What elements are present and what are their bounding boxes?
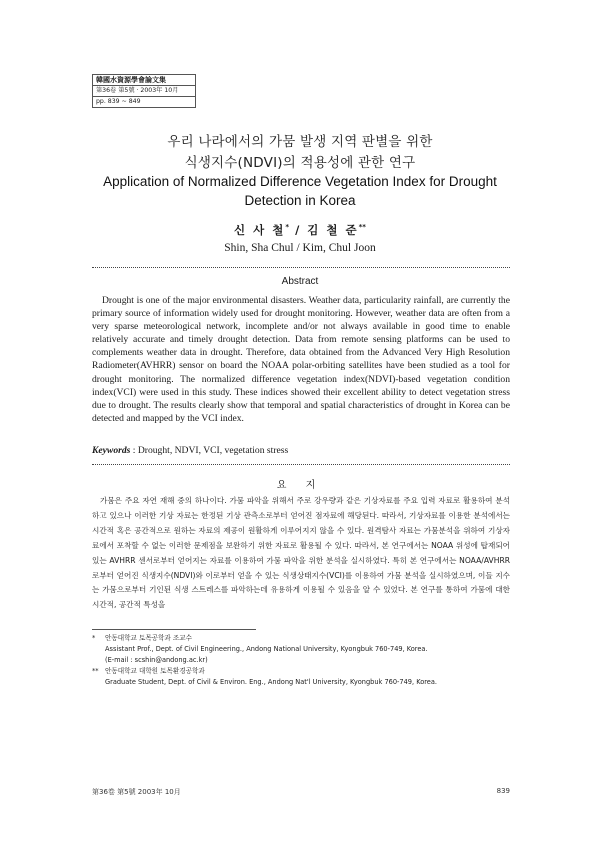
korean-title-line2: 식생지수(NDVI)의 적용성에 관한 연구 xyxy=(184,155,416,171)
author-separator: / xyxy=(289,223,308,237)
footnote-1-mark: * xyxy=(92,634,96,642)
keywords-separator: : xyxy=(130,445,138,456)
author2-korean: 김 철 준 xyxy=(307,223,359,237)
dotted-divider-bottom xyxy=(92,464,510,465)
footer-issue: 第36卷 第5號 2003年 10月 xyxy=(92,788,181,796)
keywords-line xyxy=(92,445,510,456)
english-authors: Shin, Sha Chul / Kim, Chul Joon xyxy=(224,242,376,254)
keywords-label: Keywords xyxy=(92,445,131,456)
footnote-2 xyxy=(92,666,510,688)
journal-name: 韓國水資源學會論文集 xyxy=(93,75,195,86)
author2-mark: ** xyxy=(358,223,366,232)
footnote-2-line1: 안동대학교 대학원 토목환경공학과 xyxy=(105,667,205,675)
footnote-2-mark: ** xyxy=(92,667,99,675)
dotted-divider-top xyxy=(92,267,510,268)
footnote-1 xyxy=(92,633,510,666)
korean-abstract-heading: 요 지 xyxy=(276,480,324,491)
footnote-2-line2: Graduate Student, Dept. of Civil & Environ. Eng., Andong Nat'l University, Kyongbuk 760-749, Korea. xyxy=(105,678,437,686)
page-number: 839 xyxy=(496,787,510,795)
abstract-heading: Abstract xyxy=(281,276,319,287)
footnote-1-email: (E-mail : scshin@andong.ac.kr) xyxy=(105,656,208,664)
footnote-1-line1: 안동대학교 토목공학과 조교수 xyxy=(105,634,192,642)
korean-title-line1: 우리 나라에서의 가뭄 발생 지역 판별을 위한 xyxy=(167,134,433,150)
english-title-line1: Application of Normalized Difference Vegetation Index for Drought xyxy=(103,174,497,189)
journal-pages: pp. 839 ~ 849 xyxy=(96,98,141,105)
keywords-list: Drought, NDVI, VCI, vegetation stress xyxy=(137,445,289,456)
english-title-line2: Detection in Korea xyxy=(244,193,356,208)
footnote-rule xyxy=(92,629,256,630)
author1-korean: 신 사 철 xyxy=(234,223,286,237)
journal-info-box xyxy=(92,74,196,108)
korean-abstract-text: 가뭄은 주요 자연 재해 중의 하나이다. 가뭄 파악을 위해서 주로 강우량과 같은 기상자료를 주요 입력 자료로 활용하여 분석하고 있으나 이러한 기상 자료는 한정된 기상 관측소로부터 얻어진 점자료에 해당된다. 따라서, 기상자료를 이용한 분석에서는 시간적 혹은 공간적으로 원하는 자료의 제공이 원활하게 이루어지지 않을 수 있다. 원격탐사 자료는 가뭄분석을 위하여 기상자료에서 포착할 수 없는 이러한 문제점을 보완하기 위한 자료로 활용될 수 있다. 따라서, 본 연구에서는 NOAA 위성에 탑재되어 있는 AVHRR 센서로부터 얻어지는 자료를 이용하여 가뭄 파악을 위한 분석을 실시하였다. 특히 본 연구에서는 NOAA/AVHRR 로부터 얻어진 식생지수(NDVI)와 이로부터 얻을 수 있는 식생상태지수(VCI)를 이용하여 가뭄 분석을 실시하였으며, 이들 지수는 가뭄으로부터 기인된 식생 스트레스를 파악하는데 유용하게 이용될 수 있음을 알 수 있었다. 본 연구를 통하여 가뭄에 대한 시간적, 공간적 특성을 xyxy=(92,496,510,610)
author1-mark: * xyxy=(285,223,290,232)
footnote-1-line2: Assistant Prof., Dept. of Civil Engineering., Andong National University, Kyongbuk 760-749, Korea. xyxy=(105,645,428,653)
journal-issue: 第36卷 第5號 · 2003年 10月 xyxy=(93,86,195,97)
abstract-text: Drought is one of the major environmental disasters. Weather data, particularity rainfall, are currently the primary source of information widely used for drought monitoring. However, weather data are often from a very sparse meteorological network, incomplete and/or not always available in good time to enable relatively accurate and timely drought detection. Data from remote sensing platforms can be used to complements weather data in drought. Therefore, data obtained from the Advanced Very High Resolution Radiometer(AVHRR) sensor on board the NOAA polar-orbiting satellites have been studied as a tool for drought monitoring. The normalized difference vegetation index(NDVI)-based vegetation condition index(VCI) were used in this study. These indices showed their excellent ability to detect vegetation stress due to drought. The results clearly show that temporal and spatial characteristics of drought in Korea can be detected and mapped by the VCI index. xyxy=(92,295,510,424)
korean-authors xyxy=(0,222,600,238)
